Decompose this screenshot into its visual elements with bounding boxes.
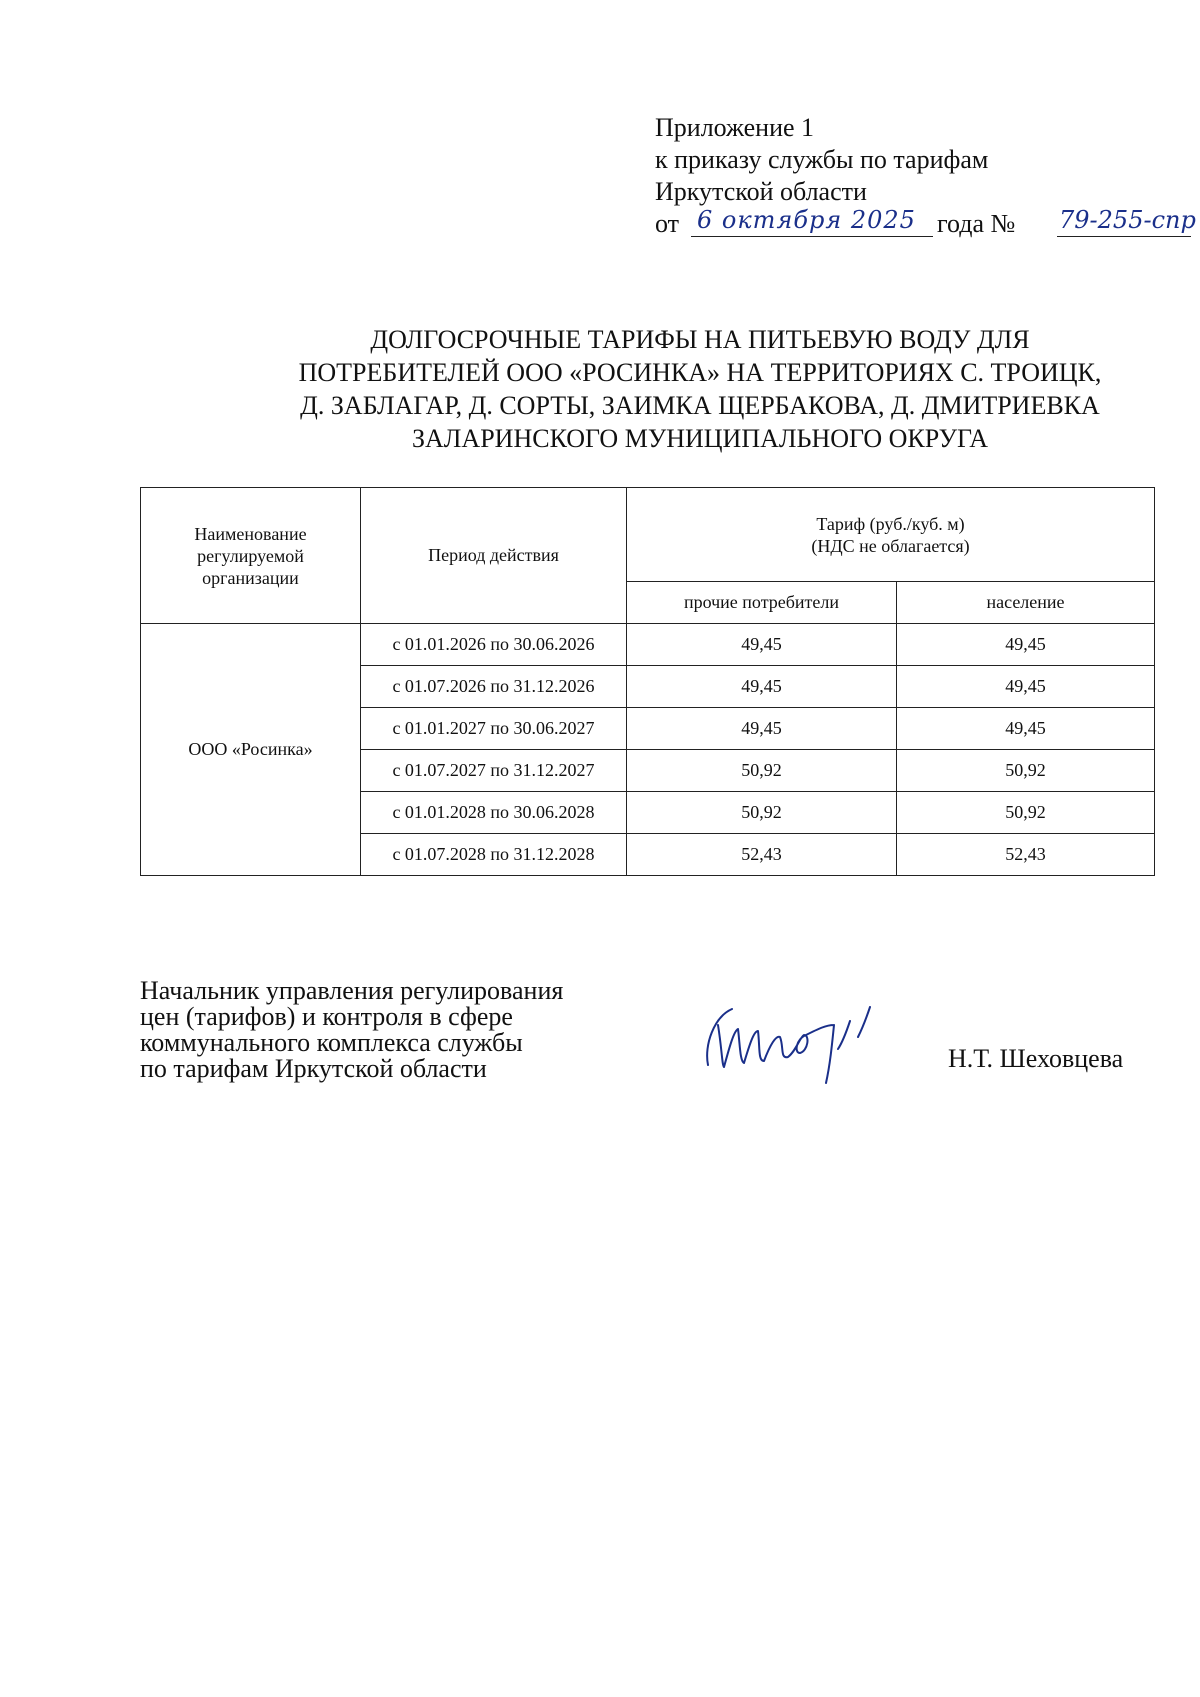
period-cell: с 01.07.2028 по 31.12.2028 bbox=[361, 834, 627, 876]
tariff-table bbox=[140, 487, 1155, 876]
order-date-field bbox=[691, 208, 933, 237]
handwritten-signature bbox=[700, 995, 900, 1085]
year-number-label: года № bbox=[937, 209, 1016, 238]
title-line: ПОТРЕБИТЕЛЕЙ ООО «РОСИНКА» НА ТЕРРИТОРИЯХ С. ТРОИЦК, bbox=[298, 358, 1102, 387]
tariff-other-cell: 50,92 bbox=[627, 750, 897, 792]
header-other-consumers: прочие потребители bbox=[627, 582, 897, 624]
title-line: ЗАЛАРИНСКОГО МУНИЦИПАЛЬНОГО ОКРУГА bbox=[412, 424, 988, 453]
order-date-number-line bbox=[655, 208, 1200, 240]
position-line: цен (тарифов) и контроля в сфере bbox=[140, 1002, 513, 1031]
order-number-field bbox=[1057, 206, 1196, 237]
header-org-text: регулируемой bbox=[197, 545, 304, 566]
header-org-text: организации bbox=[202, 567, 299, 588]
appendix-order-ref: к приказу службы по тарифам bbox=[655, 145, 989, 174]
signer-name: Н.Т. Шеховцева bbox=[948, 1044, 1124, 1073]
header-tariff bbox=[627, 488, 1155, 582]
tariff-population-cell: 50,92 bbox=[897, 750, 1155, 792]
table-row bbox=[141, 624, 1155, 666]
tariff-population-cell: 52,43 bbox=[897, 834, 1155, 876]
position-line: Начальник управления регулирования bbox=[140, 976, 564, 1005]
period-cell: с 01.01.2028 по 30.06.2028 bbox=[361, 792, 627, 834]
tariff-other-cell: 49,45 bbox=[627, 624, 897, 666]
position-line: коммунального комплекса службы bbox=[140, 1028, 523, 1057]
header-org-text: Наименование bbox=[194, 523, 307, 544]
order-number-handwritten: 79-255-спр bbox=[1059, 206, 1196, 234]
period-cell: с 01.07.2027 по 31.12.2027 bbox=[361, 750, 627, 792]
period-cell: с 01.01.2027 по 30.06.2027 bbox=[361, 708, 627, 750]
tariff-population-cell: 49,45 bbox=[897, 666, 1155, 708]
title-line: Д. ЗАБЛАГАР, Д. СОРТЫ, ЗАИМКА ЩЕРБАКОВА, Д. ДМИТРИЕВКА bbox=[300, 391, 1100, 420]
document-title bbox=[200, 323, 1200, 455]
header-tariff-text: Тариф (руб./куб. м) bbox=[816, 513, 965, 534]
header-period: Период действия bbox=[361, 488, 627, 624]
appendix-header bbox=[655, 112, 1200, 240]
tariff-other-cell: 50,92 bbox=[627, 792, 897, 834]
appendix-region: Иркутской области bbox=[655, 177, 867, 206]
tariff-other-cell: 52,43 bbox=[627, 834, 897, 876]
header-tariff-text: (НДС не облагается) bbox=[811, 535, 970, 556]
signatory-position bbox=[140, 978, 563, 1082]
tariff-population-cell: 50,92 bbox=[897, 792, 1155, 834]
period-cell: с 01.01.2026 по 30.06.2026 bbox=[361, 624, 627, 666]
tariff-population-cell: 49,45 bbox=[897, 624, 1155, 666]
order-date-handwritten: 6 октября 2025 bbox=[697, 206, 916, 234]
header-organization bbox=[141, 488, 361, 624]
header-population: население bbox=[897, 582, 1155, 624]
tariff-other-cell: 49,45 bbox=[627, 666, 897, 708]
tariff-population-cell: 49,45 bbox=[897, 708, 1155, 750]
period-cell: с 01.07.2026 по 31.12.2026 bbox=[361, 666, 627, 708]
tariff-other-cell: 49,45 bbox=[627, 708, 897, 750]
from-label: от bbox=[655, 209, 680, 238]
table-header-row bbox=[141, 488, 1155, 582]
appendix-title: Приложение 1 bbox=[655, 113, 815, 142]
title-line: ДОЛГОСРОЧНЫЕ ТАРИФЫ НА ПИТЬЕВУЮ ВОДУ ДЛЯ bbox=[370, 325, 1030, 354]
position-line: по тарифам Иркутской области bbox=[140, 1054, 487, 1083]
organization-cell: ООО «Росинка» bbox=[141, 624, 361, 876]
